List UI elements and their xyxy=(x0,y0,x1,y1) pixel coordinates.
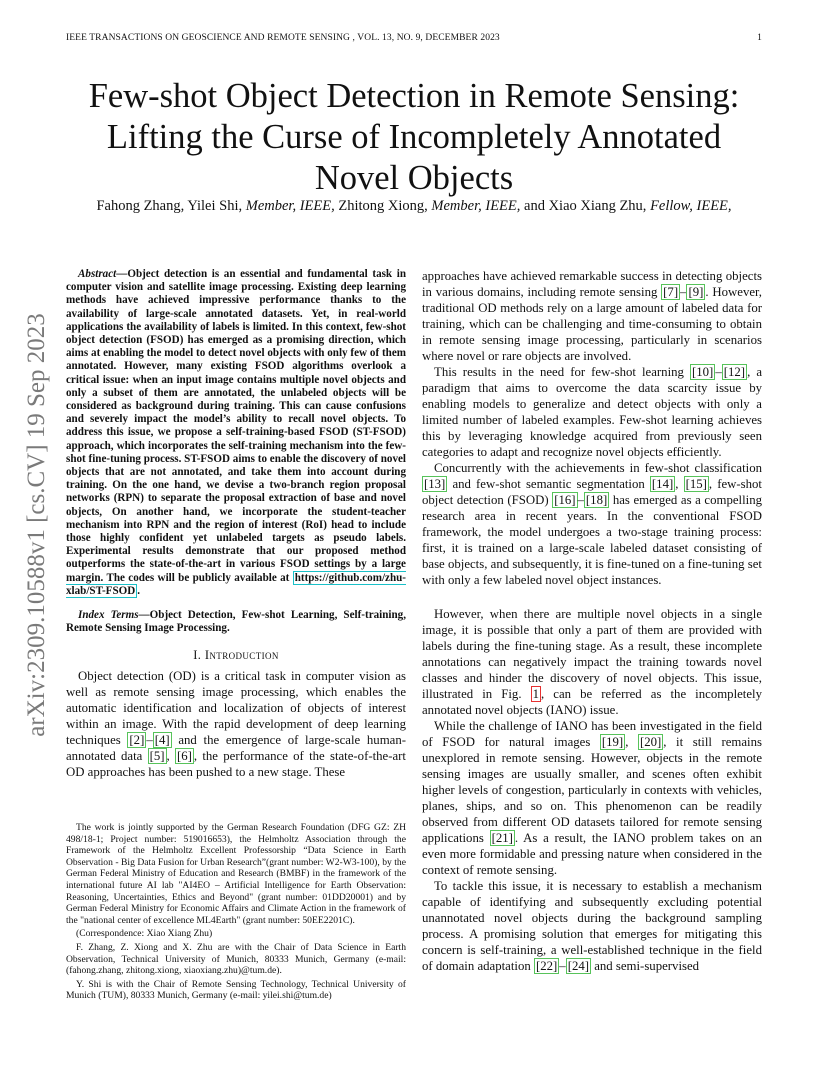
index-terms-text: —Object Detection, Few-shot Learning, Self-training, Remote Sensing Image Processing. xyxy=(66,609,406,635)
citation-link[interactable]: [13] xyxy=(424,477,446,491)
running-head xyxy=(66,33,762,43)
author-names-3: and Xiao Xiang Zhu, xyxy=(520,198,651,214)
intro-paragraph xyxy=(66,668,406,780)
paper-title: Few-shot Object Detection in Remote Sensing: Lifting the Curse of Incompletely Annotated Novel Objects xyxy=(88,77,740,197)
citation-link[interactable]: [2] xyxy=(129,733,145,748)
body-text: has emerged as a compelling research area in recent years. In the conventional FSOD framework, the model undergoes a two-stage training process: first, it is trained on a large-scale labeled dataset consisting of base objects, and subsequently, it is fine-tuned on a fine-tuning set with only a few labeled novel object instances. xyxy=(422,493,762,587)
body-text: While the challenge of IANO has been investigated in the field of FSOD for natural images xyxy=(422,719,762,749)
citation-link[interactable]: [16] xyxy=(554,493,576,507)
body-text: – xyxy=(680,285,687,299)
intro-text: , the performance of the state-of-the-art OD approaches has been pushed to a new stage. These xyxy=(66,749,406,780)
body-text: , few-shot object detection (FSOD) xyxy=(422,477,762,507)
section-number: I. xyxy=(193,648,205,663)
body-text: , it still remains unexplored in remote sensing. However, objects in the remote sensing images are usually smaller, and scenes often exhibit higher levels of congestion, particularly in contexts with vehicles, planes, ships, and so on. This phenomenon can be readily observed from different OD datasets tailored for remote sensing applications xyxy=(422,735,762,845)
page-number: 1 xyxy=(757,33,762,43)
citation-link[interactable]: [4] xyxy=(154,733,170,748)
funding-footnote: The work is jointly supported by the German Research Foundation (DFG GZ: ZH 498/18-1; Project number: 519016653), the Helmholtz Association through the Framework of the Helmholtz Excellent Professorship “Data Science in Earth Observation - Big Data Fusion for Urban Research”(grant number: W2-W3-100), by the German Federal Ministry of Education and Research (BMBF) in the framework of the international future AI lab "AI4EO – Artificial Intelligence for Earth Observation: Reasoning, Uncertainties, Ethics and Beyond" (grant number: 01DD20001) and by German Federal Ministry for Economic Affairs and Climate Action in the framework of the "national center of excellence ML4Earth" (grant number: 50EE2201C). xyxy=(66,822,406,926)
citation-link[interactable]: [15] xyxy=(685,477,707,491)
body-text: . However, traditional OD methods rely on a large amount of labeled data for training, which can be challenging and time-consuming to obtain in remote sensing image processing, particularly in scenarios where novel or rare objects are involved. xyxy=(422,285,762,363)
citation-link[interactable]: [14] xyxy=(651,477,674,491)
section-heading-introduction xyxy=(66,648,406,663)
body-text: , xyxy=(675,477,684,491)
intro-text: – xyxy=(146,733,153,748)
intro-text: Object detection (OD) is a critical task in computer vision as well as remote sensing image processing, which enables the automatic identification and localization of objects of interest within an image. With the rapid development of deep learning techniques xyxy=(66,669,406,748)
arxiv-identifier-stamp xyxy=(22,290,52,760)
footnotes xyxy=(66,822,406,1004)
author-names-2: Zhitong Xiong, xyxy=(334,198,432,214)
body-paragraph xyxy=(422,460,762,588)
arxiv-identifier-text: arXiv:2309.10588v1 [cs.CV] 19 Sep 2023 xyxy=(23,313,50,737)
body-paragraph xyxy=(422,364,762,460)
body-text: , can be referred as the incompletely annotated novel objects (IANO) issue. xyxy=(422,687,762,717)
body-text: and few-shot semantic segmentation xyxy=(447,477,650,491)
citation-link[interactable]: [21] xyxy=(491,831,513,845)
code-repository-link[interactable]: https://github.com/zhu-xlab/ST-FSOD xyxy=(66,571,406,597)
citation-link[interactable]: [10] xyxy=(692,365,714,379)
affiliation-footnote-1: F. Zhang, Z. Xiong and X. Zhu are with the Chair of Data Science in Earth Observation, Technical University of Munich, 80333 Munich, Germany (e-mail: (fahong.zhang, zhitong.xiong, xiaoxiang.zhu)@tum.de). xyxy=(66,941,406,977)
author-role-1: Member, IEEE, xyxy=(245,198,335,214)
body-text: Concurrently with the achievements in few-shot classification xyxy=(434,461,762,475)
affiliation-footnote-2: Y. Shi is with the Chair of Remote Sensing Technology, Technical University of Munich (TUM), 80333 Munich, Germany (e-mail: yilei.shi@tum.de) xyxy=(66,978,406,1002)
body-text: – xyxy=(577,493,584,507)
body-text: and semi-supervised xyxy=(591,959,700,973)
abstract-text: —Object detection is an essential and fundamental task in computer vision and satellite image processing. Existing deep learning methods have achieved impressive performance thanks to the availability of large-scale annotated datasets. Yet, in real-world applications the availability of labels is limited. In this context, few-shot object detection (FSOD) has emerged as a promising direction, which aims at enabling the model to detect novel objects with only few of them annotated. However, many existing FSOD algorithms overlook a critical issue: when an input image contains multiple novel objects and only a subset of them are annotated, the unlabeled objects will be considered as background during training. This can cause confusions and severely impact the model’s ability to recall novel objects. To address this issue, we propose a self-training-based FSOD (ST-FSOD) approach, which incorporates the self-training mechanism into the few-shot fine-tuning process. ST-FSOD aims to enable the discovery of novel objects that are not annotated, and take them into account during training. On the one hand, we devise a two-branch region proposal networks (RPN) to separate the proposal extraction of base and novel objects, On another hand, we incorporate the student-teacher mechanism into RPN and the region of interest (RoI) head to include those highly confident yet unlabeled targets as pseudo labels. Experimental results demonstrate that our proposed method outperforms the state-of-the-art in various FSOD settings by a large margin. The codes will be publicly available at xyxy=(66,268,406,584)
correspondence-footnote: (Correspondence: Xiao Xiang Zhu) xyxy=(76,928,213,940)
abstract-label: Abstract xyxy=(78,268,117,280)
author-names-1: Fahong Zhang, Yilei Shi, xyxy=(96,198,246,214)
paragraph-gap xyxy=(422,588,762,606)
citation-link[interactable]: [9] xyxy=(688,285,704,299)
author-list xyxy=(40,198,788,215)
intro-text: , xyxy=(166,749,175,764)
body-paragraph xyxy=(422,878,762,974)
citation-link[interactable]: [18] xyxy=(585,493,608,507)
author-role-3: Fellow, IEEE, xyxy=(650,198,732,214)
body-paragraph xyxy=(422,606,762,718)
body-text: , xyxy=(625,735,638,749)
body-paragraph xyxy=(422,268,762,364)
intro-text: and the emergence of large-scale human-annotated data xyxy=(66,733,406,764)
section-title: Introduction xyxy=(204,648,279,663)
body-text: . As a result, the IANO problem takes on an even more formidable and pressing nature when considered in the context of remote sensing. xyxy=(422,831,762,877)
author-role-2: Member, IEEE, xyxy=(431,198,521,214)
body-text: approaches have achieved remarkable success in detecting objects in various domains, including remote sensing xyxy=(422,269,762,299)
abstract-end: . xyxy=(137,584,141,597)
body-text: – xyxy=(559,959,566,973)
citation-link[interactable]: [22] xyxy=(535,959,558,973)
citation-link[interactable]: [5] xyxy=(149,749,165,764)
left-column xyxy=(66,268,406,780)
citation-link[interactable]: [20] xyxy=(639,735,662,749)
citation-link[interactable]: [19] xyxy=(601,735,624,749)
journal-name: IEEE TRANSACTIONS ON GEOSCIENCE AND REMOTE SENSING , VOL. 13, NO. 9, DECEMBER 2023 xyxy=(66,33,500,43)
figure-reference-link[interactable]: 1 xyxy=(532,687,539,701)
index-terms-label: Index Terms xyxy=(78,609,139,622)
citation-link[interactable]: [12] xyxy=(723,365,746,379)
body-text: – xyxy=(715,365,722,379)
citation-link[interactable]: [6] xyxy=(176,749,192,764)
citation-link[interactable]: [7] xyxy=(663,285,679,299)
index-terms xyxy=(66,609,406,635)
right-column xyxy=(422,268,762,974)
body-text: , a paradigm that aims to overcome the data scarcity issue by enabling models to generalize and detect objects with only a limited number of labeled examples. Few-shot learning achieves this by leveraging knowledge acquired from previously seen categories to adapt and recognize novel objects efficiently. xyxy=(422,365,762,459)
body-text: This results in the need for few-shot learning xyxy=(434,365,690,379)
body-text: To tackle this issue, it is necessary to establish a mechanism capable of identifying and subsequently excluding potential unannotated novel objects during the background sampling process. A promising solution that emerges for mitigating this concern is self-training, a well-established technique in the field of domain adaptation xyxy=(422,879,762,973)
abstract xyxy=(66,268,406,598)
body-text: However, when there are multiple novel objects in a single image, it is possible that only a part of them are provided with labels during the fine-tuning stage. As a result, these incomplete annotations can negatively impact the training towards novel classes and hinder the discovery of novel objects. This issue, illustrated in Fig. xyxy=(422,607,762,701)
body-paragraph xyxy=(422,718,762,878)
citation-link[interactable]: [24] xyxy=(567,959,590,973)
